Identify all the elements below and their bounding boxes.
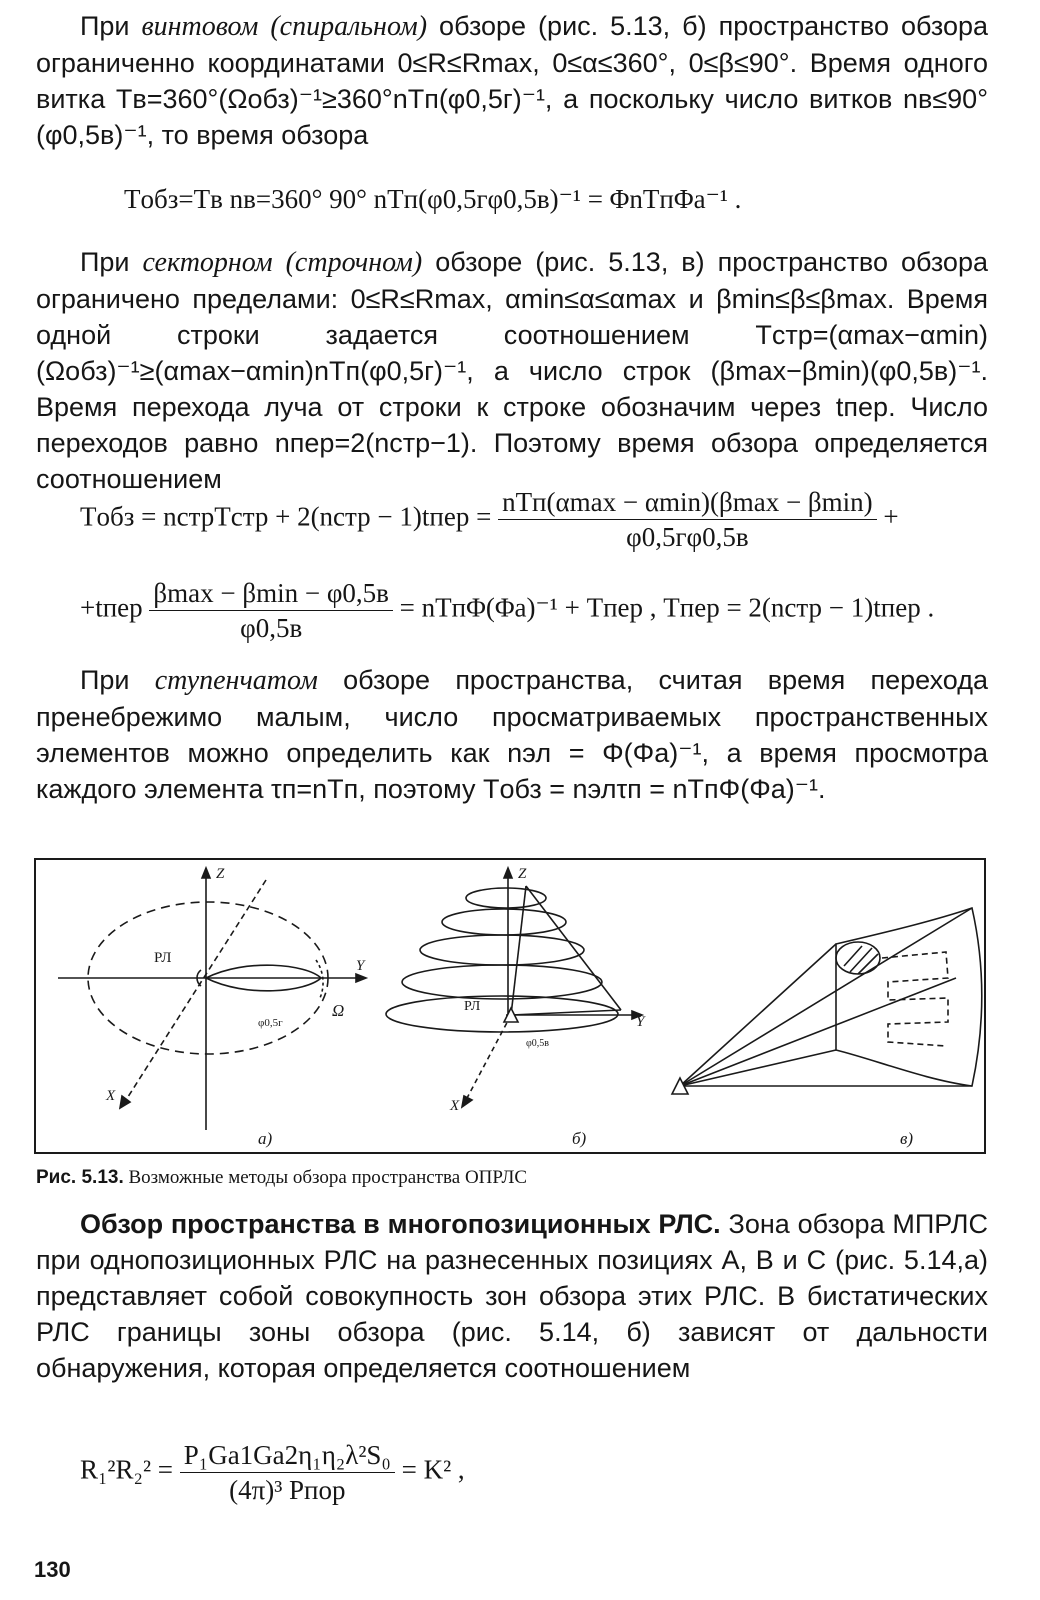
raster-path bbox=[882, 952, 948, 1046]
spiral-turn-3 bbox=[420, 935, 584, 965]
label-phi-g: φ0,5г bbox=[258, 1017, 283, 1029]
formula-bistatic-range: R₁²R₂² = $\frac{\text{P₁Ga1Ga2η₁η₂λ²S₀}}{\text{(4π)³ Pпор}}$ = K² , bbox=[80, 1440, 465, 1505]
panel-c-sector-diagram bbox=[672, 908, 982, 1094]
panel-a-helical-diagram bbox=[58, 868, 366, 1130]
fraction-sector: $\frac{\text{nTп(αmax − αmin)(βmax − βmin)}}{\varphi 0,5г\varphi 0,5в}$ bbox=[498, 485, 877, 554]
axis-x-b bbox=[466, 1015, 511, 1100]
fraction-bistatic: $\frac{\text{P₁Ga1Ga2η₁η₂λ²S₀}}{\text{(4π)³ Pпор}}$ bbox=[180, 1438, 395, 1507]
axis-z-arrow-b bbox=[504, 868, 512, 878]
axis-x-arrow-a bbox=[120, 1096, 130, 1108]
hatch-2 bbox=[850, 948, 872, 972]
label-z-b: Z bbox=[518, 866, 527, 882]
emph-step: ступенчатом bbox=[154, 665, 318, 696]
ray-2 bbox=[680, 908, 972, 1086]
label-rl-b: РЛ bbox=[464, 999, 481, 1014]
label-sub-b: б) bbox=[572, 1129, 587, 1148]
page-number: 130 bbox=[34, 1557, 71, 1582]
figure-caption: Рис. 5.13. Возможные методы обзора пространства ОПРЛС bbox=[36, 1167, 528, 1188]
label-z-a: Z bbox=[216, 866, 225, 882]
axis-z-arrow-a bbox=[202, 868, 210, 878]
axis-y-arrow-a bbox=[356, 974, 366, 982]
label-phi-v: φ0,5в bbox=[526, 1038, 549, 1049]
label-x-b: X bbox=[450, 1098, 460, 1114]
paragraph-helical-scan: При винтовом (спиральном) обзоре (рис. 5.13, б) пространство обзора ограниченно координатами 0≤R≤Rmax, 0≤α≤360°, 0≤β≤90°. Время одного витка Tв=360°(Ωобз)⁻¹≥360°nTп(φ0,5г)⁻¹, а поскольку число витков nв≤90°(φ0,5в)⁻¹, то время обзора bbox=[36, 11, 988, 150]
figure-5-13 bbox=[34, 858, 986, 1154]
label-y-a: Y bbox=[356, 958, 365, 974]
formula-sector-time: Tобз = nстрTстр + 2(nстр − 1)tпер = $\frac{\text{nTп(αmax − αmin)(βmax − βmin)}}{\varphi 0,5г\varphi 0,5в}$ + bbox=[80, 487, 899, 552]
label-omega: Ω bbox=[332, 1001, 345, 1020]
label-x-a: X bbox=[106, 1088, 116, 1104]
paragraph-sector-scan: При секторном (строчном) обзоре (рис. 5.13, в) пространство обзора ограничено пределами: 0≤R≤Rmax, αmin≤α≤αmax и βmin≤β≤βmax. Время одной строки задается соотношением Tстр=(αmax−αmin)(Ωобз)⁻¹≥(αmax−αmin)nTп(φ0,5г)⁻¹, а число строк (βmax−βmin)(φ0,5в)⁻¹. Время перехода луча от строки к строке обозначим через tпер. Число переходов равно nпер=2(nстр−1). Поэтому время обзора определяется соотношением bbox=[36, 247, 988, 494]
spiral-turn-1 bbox=[466, 888, 546, 908]
ray-1 bbox=[680, 944, 836, 1086]
emph-helical: винтовом bbox=[141, 11, 259, 42]
paragraph-multiposition: Обзор пространства в многопозиционных РЛС. Зона обзора МПРЛС при однопозиционных РЛС на разнесенных позициях A, B и C (рис. 5.14,а) представляет собой совокупность зон обзора этих РЛС. В бистатических РЛС границы зоны обзора (рис. 5.14, б) зависят от дальности обнаружения, которая определяется соотношением bbox=[36, 1209, 989, 1383]
formula-helical-time: Tобз=Tв nв=360° 90° nTп(φ0,5гφ0,5в)⁻¹ = ΦnTпΦа⁻¹ . bbox=[124, 184, 742, 214]
axis-x-arrow-b bbox=[462, 1096, 472, 1107]
formula-transition-time: +tпер $\frac{\beta\max - \beta\min - \varphi 0,5в}{\varphi 0,5в}$ = nTпΦ(Φа)⁻¹ + Tпер , Tпер = 2(nстр − 1)tпер . bbox=[80, 578, 935, 643]
spiral-turn-5 bbox=[386, 996, 618, 1032]
fraction-transition: $\frac{\beta\max - \beta\min - \varphi 0,5в}{\varphi 0,5в}$ bbox=[149, 576, 393, 645]
label-rl-a: РЛ bbox=[154, 950, 172, 966]
cone-edge-3 bbox=[526, 886, 621, 1010]
panel-b-spiral-diagram bbox=[386, 868, 642, 1107]
label-y-b: Y bbox=[636, 1014, 645, 1030]
spiral-turn-4 bbox=[402, 965, 602, 999]
ray-5 bbox=[680, 978, 956, 1086]
emph-row: (строчном) bbox=[285, 247, 423, 278]
label-sub-a: а) bbox=[258, 1129, 273, 1148]
paragraph-step-scan: При ступенчатом обзоре пространства, считая время перехода пренебрежимо малым, число просматриваемых пространственных элементов можно определить как nэл = Φ(Φа)⁻¹, а время просмотра каждого элемента τп=nTп, поэтому Tобз = nэлτп = nTпΦ(Φа)⁻¹. bbox=[36, 665, 988, 804]
figure-drawing bbox=[36, 860, 984, 1152]
emph-spiral: (спиральном) bbox=[270, 11, 428, 42]
section-heading: Обзор пространства в многопозиционных РЛС. bbox=[80, 1209, 721, 1239]
label-sub-v: в) bbox=[900, 1129, 914, 1148]
emph-sector: секторном bbox=[142, 247, 273, 278]
